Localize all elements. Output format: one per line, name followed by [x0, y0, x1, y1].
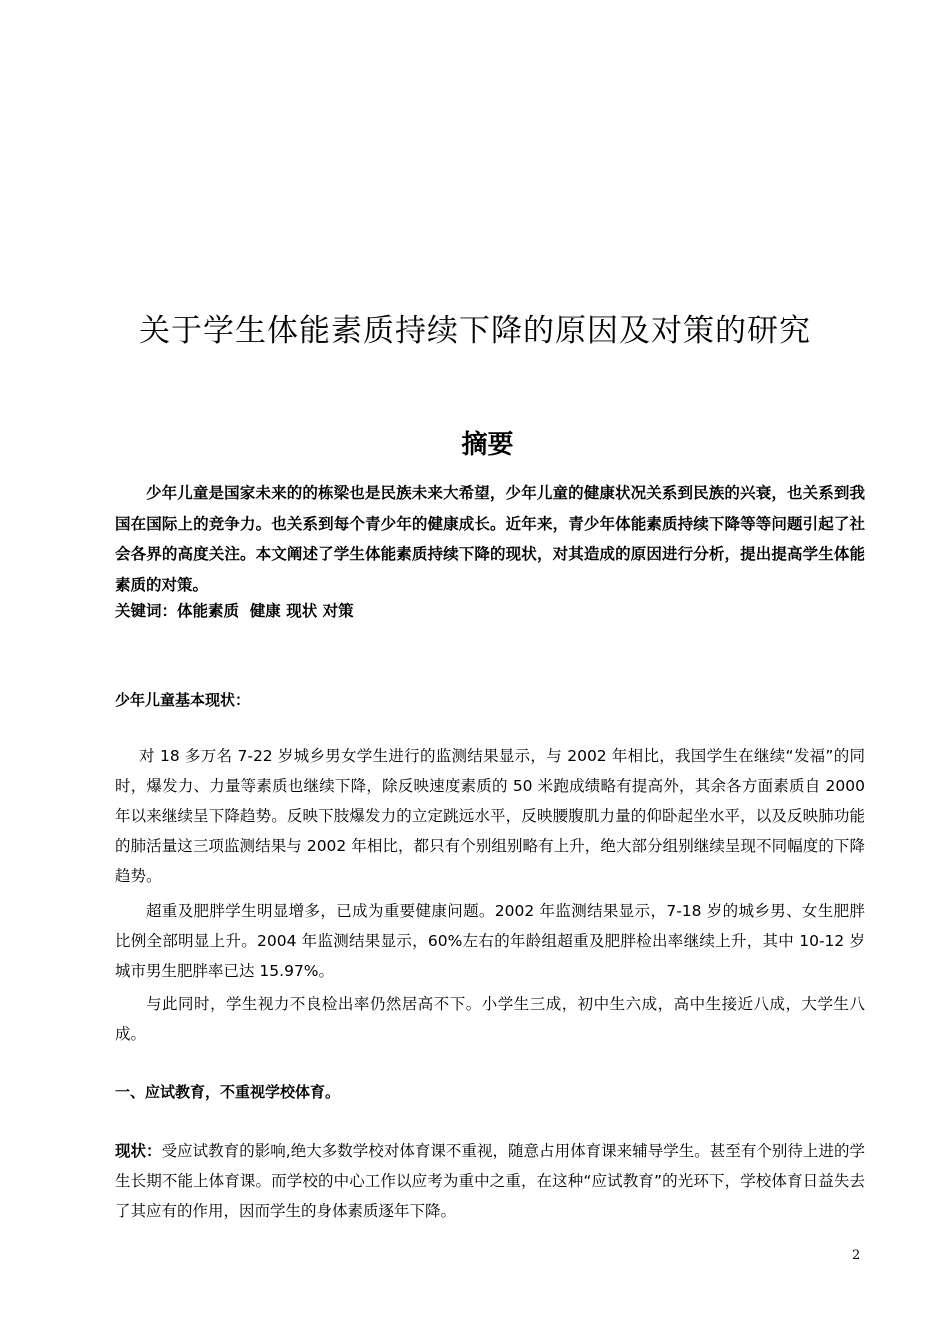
keywords-line: 关键词：体能素质 健康 现状 对策	[115, 602, 354, 620]
document-title: 关于学生体能素质持续下降的原因及对策的研究	[139, 313, 811, 349]
page-number: 2	[852, 1248, 861, 1263]
status-paragraph-2: 超重及肥胖学生明显增多，已成为重要健康问题。2002 年监测结果显示，7-18 岁的城乡男、女生肥胖比例全部明显上升。2004 年监测结果显示，60%左右的年龄组超重及肥胖检出率继续上升，其中 10-12 岁城市男生肥胖率已达 15.97%。	[115, 902, 865, 980]
status-paragraph-3: 与此同时，学生视力不良检出率仍然居高不下。小学生三成，初中生六成，高中生接近八成，大学生八成。	[115, 995, 865, 1043]
status-paragraph-1: 对 18 多万名 7-22 岁城乡男女学生进行的监测结果显示，与 2002 年相比，我国学生在继续“发福”的同时，爆发力、力量等素质也继续下降，除反映速度素质的 50 米跑成绩略有提高外，其余各方面素质自 2000 年以来继续呈下降趋势。反映下肢爆发力的立定跳远水平，反映腰腹肌力量的仰卧起坐水平，以及反映肺功能的肺活量这三项监测结果与 2002 年相比，都只有个别组别略有上升，绝大部分组别继续呈现不同幅度的下降趋势。	[115, 747, 865, 885]
section-status-heading: 少年儿童基本现状：	[115, 691, 251, 709]
abstract-heading: 摘要	[461, 430, 514, 460]
section-one-heading: 一、应试教育，不重视学校体育。	[115, 1083, 341, 1101]
section-one-label: 现状：	[115, 1142, 162, 1160]
section-one-paragraph	[115, 1136, 865, 1226]
section-one-text: 受应试教育的影响,绝大多数学校对体育课不重视，随意占用体育课来辅导学生。甚至有个别待上进的学生长期不能上体育课。而学校的中心工作以应考为重中之重，在这种“应试教育”的光环下，学校体育日益失去了其应有的作用，因而学生的身体素质逐年下降。	[115, 1142, 865, 1220]
abstract-paragraph: 少年儿童是国家未来的的栋梁也是民族未来大希望，少年儿童的健康状况关系到民族的兴衰，也关系到我国在国际上的竞争力。也关系到每个青少年的健康成长。近年来，青少年体能素质持续下降等等问题引起了社会各界的高度关注。本文阐述了学生体能素质持续下降的现状，对其造成的原因进行分析，提出提高学生体能素质的对策。	[115, 484, 865, 594]
